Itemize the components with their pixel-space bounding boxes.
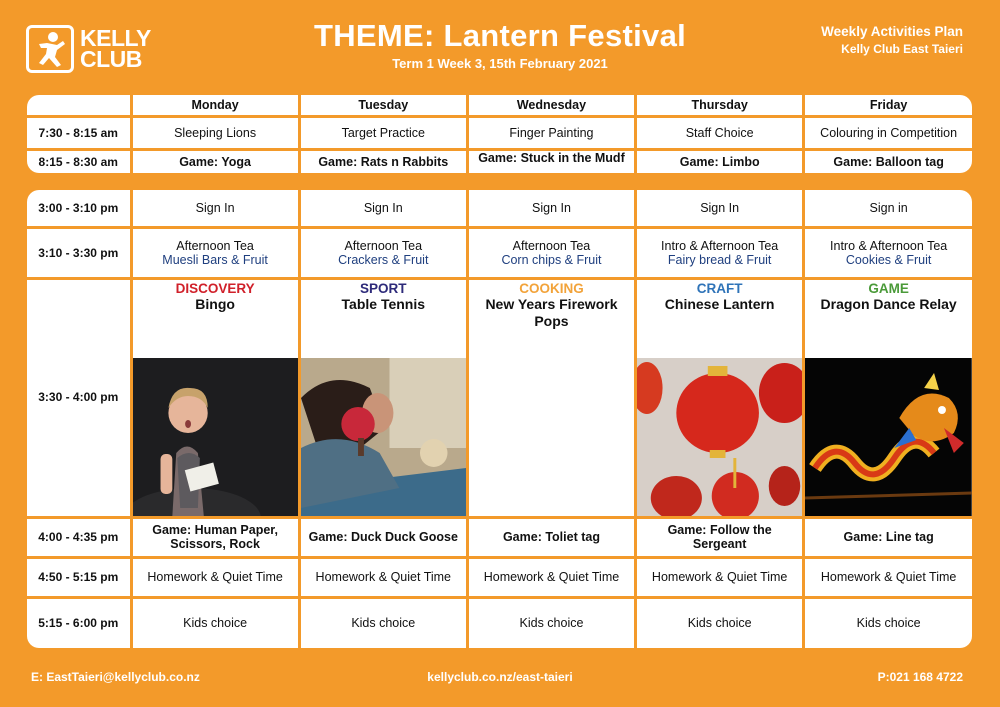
tea-cell	[299, 227, 467, 278]
tea-cell	[467, 227, 635, 278]
category-label: DISCOVERY	[175, 280, 255, 296]
activity-cell: Kids choice	[467, 597, 635, 648]
tea-title: Afternoon Tea	[176, 238, 254, 253]
table-row	[27, 517, 972, 557]
footer-website: kellyclub.co.nz/east-taieri	[427, 670, 573, 684]
activity-cell: Kids choice	[299, 597, 467, 648]
activity-cell: Target Practice	[299, 116, 467, 149]
day-header: Tuesday	[299, 95, 467, 116]
time-cell: 3:10 - 3:30 pm	[27, 227, 131, 278]
activity-name: New Years Firework Pops	[485, 295, 618, 329]
table-row	[27, 190, 972, 227]
activity-cell: Finger Painting	[467, 116, 635, 149]
activity-cell: Staff Choice	[636, 116, 804, 149]
time-cell: 5:15 - 6:00 pm	[27, 597, 131, 648]
day-header: Thursday	[636, 95, 804, 116]
tea-cell	[804, 227, 972, 278]
club-name: Kelly Club East Taieri	[841, 42, 963, 56]
activity-cell: Sign In	[467, 190, 635, 227]
activity-cell: Colouring in Competition	[804, 116, 972, 149]
game-cell: Game: Toliet tag	[467, 517, 635, 557]
day-header: Friday	[804, 95, 972, 116]
activity-name: Bingo	[195, 295, 235, 312]
morning-schedule-table	[27, 95, 972, 173]
game-cell: Game: Duck Duck Goose	[299, 517, 467, 557]
table-tennis-photo	[301, 358, 466, 516]
tea-title: Afternoon Tea	[512, 238, 591, 253]
logo-line-1: KELLY	[80, 25, 151, 51]
corner-cell	[27, 95, 131, 116]
activity-cell-wednesday	[467, 278, 635, 517]
tea-food: Corn chips & Fruit	[501, 252, 602, 267]
footer-phone: P:021 168 4722	[877, 670, 963, 684]
game-cell: Game: Balloon tag	[804, 149, 972, 173]
page-subtitle: Term 1 Week 3, 15th February 2021	[392, 56, 608, 71]
activity-cell-friday	[804, 278, 972, 517]
game-cell: Game: Stuck in the Mudf	[467, 149, 635, 173]
activity-cell-tuesday	[299, 278, 467, 517]
activity-cell: Sign In	[131, 190, 299, 227]
activity-cell: Homework & Quiet Time	[467, 557, 635, 597]
bingo-photo	[133, 358, 298, 516]
category-label: CRAFT	[696, 280, 743, 296]
game-cell: Game: Line tag	[804, 517, 972, 557]
activity-name: Table Tennis	[341, 295, 426, 312]
activity-name: Dragon Dance Relay	[820, 295, 957, 312]
tea-cell	[636, 227, 804, 278]
tea-cell	[131, 227, 299, 278]
activity-cell: Homework & Quiet Time	[299, 557, 467, 597]
table-row	[27, 227, 972, 278]
table-row	[27, 116, 972, 149]
tea-food: Cookies & Fruit	[845, 252, 932, 267]
tea-title: Intro & Afternoon Tea	[661, 238, 779, 253]
activity-cell: Homework & Quiet Time	[131, 557, 299, 597]
tea-food: Fairy bread & Fruit	[667, 252, 772, 267]
game-cell: Game: Human Paper, Scissors, Rock	[131, 517, 299, 557]
game-cell: Game: Rats n Rabbits	[299, 149, 467, 173]
category-label: GAME	[868, 280, 909, 296]
activity-cell: Homework & Quiet Time	[636, 557, 804, 597]
plan-info	[821, 24, 963, 56]
time-cell: 4:00 - 4:35 pm	[27, 517, 131, 557]
logo-line-2: CLUB	[80, 46, 142, 72]
activity-cell-thursday	[636, 278, 804, 517]
time-cell: 4:50 - 5:15 pm	[27, 557, 131, 597]
category-label: SPORT	[360, 280, 407, 296]
game-cell: Game: Follow the Sergeant	[636, 517, 804, 557]
dragon-dance-photo	[805, 358, 972, 516]
plan-title: Weekly Activities Plan	[821, 24, 963, 39]
footer-email: E: EastTaieri@kellyclub.co.nz	[31, 670, 200, 684]
tea-food: Crackers & Fruit	[338, 252, 429, 267]
tea-food: Muesli Bars & Fruit	[162, 252, 268, 267]
game-cell: Game: Limbo	[636, 149, 804, 173]
activity-cell-monday	[131, 278, 299, 517]
day-header: Monday	[131, 95, 299, 116]
activity-cell: Sleeping Lions	[131, 116, 299, 149]
table-row	[27, 597, 972, 648]
activity-cell: Sign in	[804, 190, 972, 227]
day-header: Wednesday	[467, 95, 635, 116]
days-header-row	[27, 95, 972, 116]
table-row	[27, 557, 972, 597]
time-cell: 3:00 - 3:10 pm	[27, 190, 131, 227]
time-cell: 7:30 - 8:15 am	[27, 116, 131, 149]
category-label: COOKING	[519, 280, 584, 296]
table-row	[27, 149, 972, 173]
page-title: THEME: Lantern Festival	[313, 18, 687, 53]
tea-title: Afternoon Tea	[344, 238, 423, 253]
tea-title: Intro & Afternoon Tea	[830, 238, 948, 253]
game-cell: Game: Yoga	[131, 149, 299, 173]
activity-name: Chinese Lantern	[664, 295, 775, 312]
activity-cell: Sign In	[636, 190, 804, 227]
chinese-lantern-photo	[637, 358, 802, 516]
afternoon-schedule-table	[27, 190, 972, 648]
time-cell: 8:15 - 8:30 am	[27, 149, 131, 173]
activity-cell: Kids choice	[804, 597, 972, 648]
activity-cell: Homework & Quiet Time	[804, 557, 972, 597]
activity-cell: Kids choice	[131, 597, 299, 648]
activity-cell: Sign In	[299, 190, 467, 227]
table-row	[27, 278, 972, 517]
time-cell: 3:30 - 4:00 pm	[27, 278, 131, 517]
activity-cell: Kids choice	[636, 597, 804, 648]
